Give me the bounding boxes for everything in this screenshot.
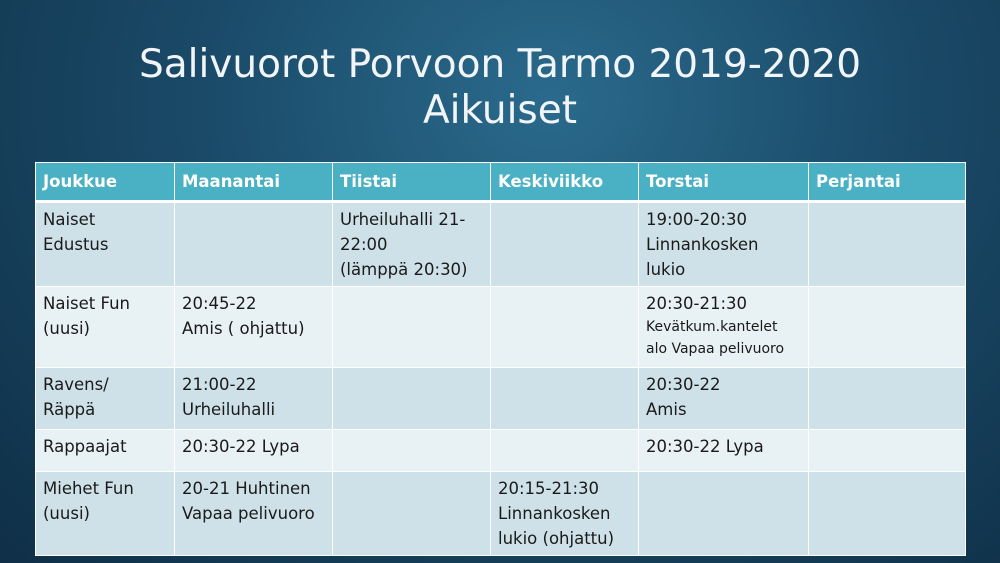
team-cell [36,287,175,368]
cell-line: 20-21 Huhtinen [182,479,311,498]
keskiviikko-cell [491,202,639,287]
maanantai-cell [175,287,333,368]
cell-line: Kevätkum.kantelet [646,319,778,335]
slide-title-line-1: Salivuorot Porvoon Tarmo 2019-2020 [138,42,862,87]
cell-line: lukio (ohjattu) [498,529,615,548]
cell-line: Vapaa pelivuoro [182,504,315,523]
team-cell [36,472,175,556]
tiistai-cell [333,430,491,472]
cell-line: Linnankosken [498,504,611,523]
schedule-table [35,162,966,556]
tiistai-cell [333,368,491,430]
maanantai-cell [175,430,333,472]
perjantai-cell [809,287,966,368]
cell-line: 20:30-22 Lypa [646,437,764,456]
tiistai-cell [333,287,491,368]
perjantai-cell [809,430,966,472]
header-perjantai: Perjantai [809,163,966,202]
table-row [36,430,966,472]
maanantai-cell [175,368,333,430]
cell-line: Rappaajat [43,437,127,456]
perjantai-cell [809,472,966,556]
slide-title-line-2: Aikuiset [422,88,578,133]
keskiviikko-cell [491,287,639,368]
torstai-cell [639,472,809,556]
cell-line: 19:00-20:30 [646,210,748,229]
table-row [36,287,966,368]
perjantai-cell [809,202,966,287]
team-cell [36,430,175,472]
cell-line: Edustus [43,235,109,254]
team-cell [36,368,175,430]
cell-line: Räppä [43,400,96,419]
table-row [36,202,966,287]
torstai-cell [639,430,809,472]
header-torstai: Torstai [639,163,809,202]
cell-line: Amis [646,400,687,419]
cell-line: 20:45-22 [182,294,257,313]
maanantai-cell [175,202,333,287]
torstai-cell [639,368,809,430]
cell-line: Naiset [43,210,96,229]
cell-line: 20:15-21:30 [498,479,600,498]
cell-line: Urheiluhalli 21- [340,210,466,229]
table-row [36,368,966,430]
torstai-cell [639,287,809,368]
header-tiistai: Tiistai [333,163,491,202]
cell-line: 20:30-21:30 [646,294,748,313]
header-joukkue: Joukkue [36,163,175,202]
cell-line: (uusi) [43,319,90,338]
tiistai-cell [333,472,491,556]
cell-line: lukio [646,260,686,279]
cell-line: Urheiluhalli [182,400,276,419]
torstai-cell [639,202,809,287]
cell-line: 22:00 [340,235,388,254]
cell-line: (lämppä 20:30) [340,260,468,279]
table-row [36,472,966,556]
cell-line: 20:30-22 [646,375,721,394]
perjantai-cell [809,368,966,430]
cell-line: Miehet Fun [43,479,134,498]
header-keskiviikko: Keskiviikko [491,163,639,202]
team-cell [36,202,175,287]
keskiviikko-cell [491,368,639,430]
cell-line: Naiset Fun [43,294,131,313]
keskiviikko-cell [491,472,639,556]
cell-line: Amis ( ohjattu) [182,319,305,338]
header-maanantai: Maanantai [175,163,333,202]
cell-line: alo Vapaa pelivuoro [646,341,785,357]
table-header-row [36,163,966,202]
cell-line: 21:00-22 [182,375,257,394]
maanantai-cell [175,472,333,556]
cell-line: 20:30-22 Lypa [182,437,300,456]
slide-title [0,42,1000,134]
tiistai-cell [333,202,491,287]
cell-line: Ravens/ [43,375,109,394]
cell-line: Linnankosken [646,235,759,254]
cell-line: (uusi) [43,504,90,523]
keskiviikko-cell [491,430,639,472]
